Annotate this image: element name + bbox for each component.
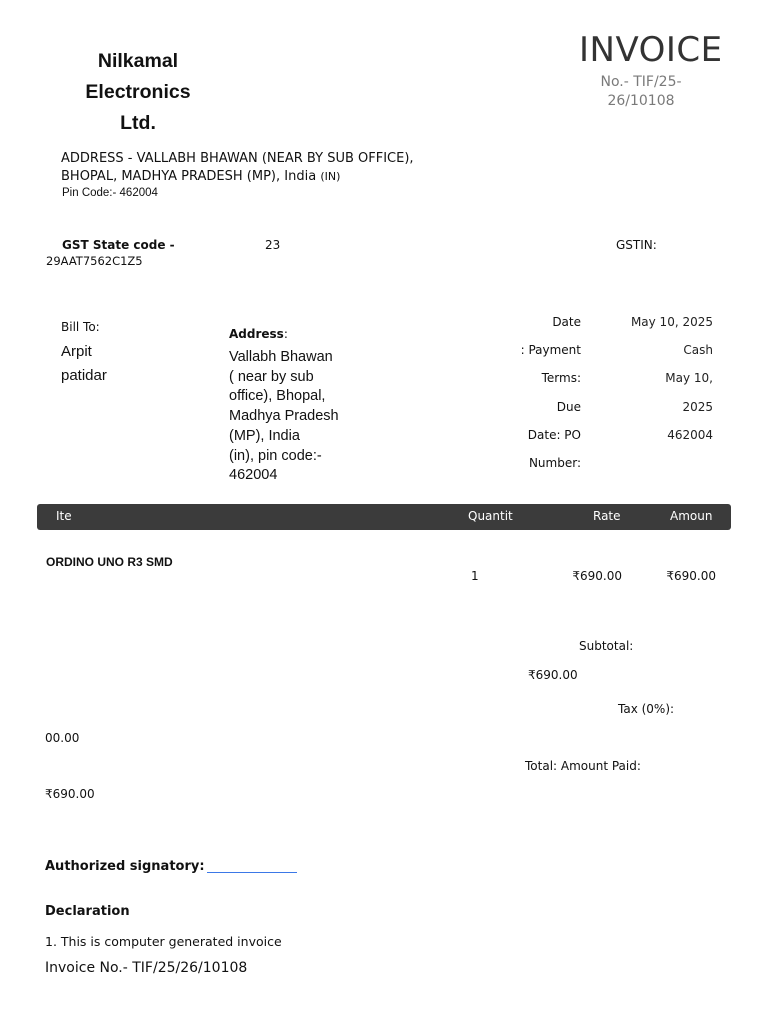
meta-label: : Payment [520,343,581,358]
gst-state-code-label: GST State code - [62,238,175,252]
invoice-number-line: 26/10108 [607,93,675,109]
bill-to-name-line: Arpit [61,343,92,360]
meta-label: Due [556,399,581,414]
footer-invoice-number: Invoice No.- TIF/25/26/10108 [45,960,248,976]
meta-value: 462004 [667,427,713,442]
meta-value: May 10, [665,371,713,386]
address-label [229,327,288,341]
customer-address-line: 462004 [229,467,278,484]
column-header-amount: Amoun [670,509,713,523]
column-header-rate: Rate [593,509,621,523]
company-address-line1: ADDRESS - VALLABH BHAWAN (NEAR BY SUB OFFICE), [61,151,414,166]
tax-value: 00.00 [45,731,80,745]
table-row-quantity: 1 [471,569,479,583]
company-name-line: Nilkamal [97,50,179,72]
company-address-line2 [61,168,414,186]
column-header-item: Ite [56,509,72,523]
company-name-line: Electronics [85,81,191,103]
declaration-item: 1. This is computer generated invoice [45,934,282,949]
invoice-title: INVOICE [579,30,723,70]
customer-address-line: (in), pin code:- [229,447,322,464]
customer-address-line: Madhya Pradesh [229,408,339,425]
company-name-line: Ltd. [120,112,156,134]
invoice-number [588,73,694,111]
company-address [61,150,414,186]
address-label-colon: : [283,327,288,341]
subtotal-value: ₹690.00 [528,668,578,682]
authorized-signatory-label: Authorized signatory: [45,859,205,874]
state-code-value: 23 [265,238,281,252]
meta-value: 2025 [682,399,713,414]
gstin-label: GSTIN: [616,238,657,252]
meta-label: Terms: [541,371,581,386]
company-address-line2-main: BHOPAL, MADHYA PRADESH (MP), India [61,169,321,184]
customer-address-line: ( near by sub [229,368,314,385]
column-header-quantity: Quantit [468,509,513,523]
bill-to-label: Bill To: [61,320,100,334]
table-row-rate: ₹690.00 [572,569,622,583]
invoice-meta-values [610,308,713,449]
subtotal-label: Subtotal: [579,639,634,653]
customer-address-line: Vallabh Bhawan [229,349,333,365]
meta-label: Date: PO [527,427,581,442]
table-row-amount: ₹690.00 [666,569,716,583]
signature-line [207,872,297,873]
declaration-title: Declaration [45,904,130,919]
total-value: ₹690.00 [45,787,95,801]
company-address-country: (IN) [320,170,341,183]
customer-address [229,348,339,486]
company-name [64,46,212,139]
bill-to-name-line: patidar [61,367,107,384]
customer-address-line: office), Bhopal, [229,388,326,405]
gst-number: 29AAT7562C1Z5 [46,254,143,268]
meta-label: Date [552,315,581,329]
invoice-meta-labels [490,308,581,477]
table-row-item: ORDINO UNO R3 SMD [46,555,173,569]
meta-label: Number: [528,456,581,471]
address-label-text: Address [229,327,284,341]
company-pin-code: Pin Code:- 462004 [62,187,158,199]
total-label: Total: Amount Paid: [525,759,641,773]
tax-label: Tax (0%): [618,702,675,716]
meta-value: Cash [683,343,713,358]
invoice-number-line: No.- TIF/25- [600,74,682,90]
meta-value: May 10, 2025 [630,315,713,329]
customer-address-line: (MP), India [229,427,300,444]
bill-to-name [61,340,107,388]
items-table-header [37,504,731,530]
